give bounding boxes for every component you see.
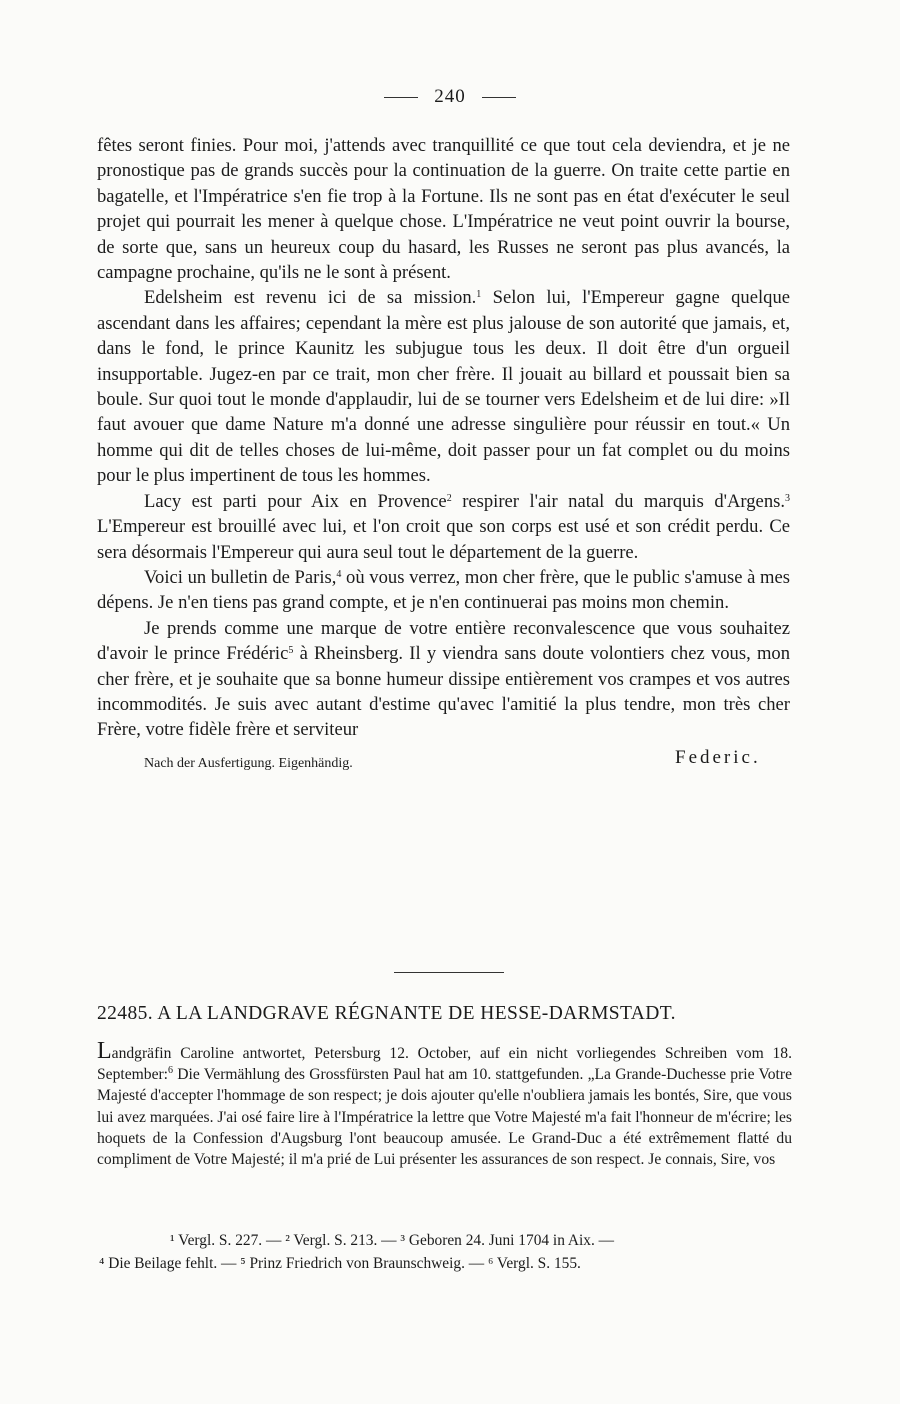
signature: Federic. [675, 746, 761, 768]
paragraph-4 [97, 565, 790, 616]
page-header [0, 86, 900, 108]
drop-cap: L [97, 1038, 112, 1064]
footnote-line-1: ¹ Vergl. S. 227. — ² Vergl. S. 213. — ³ Geboren 24. Juni 1704 in Aix. — [170, 1232, 615, 1249]
footnote-ref-5: 5 [288, 645, 294, 657]
paragraph-5-text-b: à Rheinsberg. Il y viendra sans doute volontiers chez vous, mon cher frère, et je souhaite que sa bonne humeur dissipe entièrement vos crampes et vos autres incommodités. Je suis avec autant d'estime qu'avec l'amitié la plus tendre, mon très cher Frère, votre fidèle frère et serviteur [97, 643, 790, 741]
paragraph-3-text-a: Lacy est parti pour Aix en Provence [144, 490, 447, 512]
letter-title: A LA LANDGRAVE RÉGNANTE DE HESSE-DARMSTADT. [157, 1003, 676, 1024]
footnotes [97, 1229, 790, 1275]
paragraph-1: fêtes seront finies. Pour moi, j'attends avec tranquillité ce que tout cela deviendra, et je ne pronostique pas de grands succès pour la continuation de la guerre. On traite cette partie en bagatelle, et l'Impératrice s'en fie trop à la Fortune. Ils ne sont pas en état d'exécuter le seul projet qui pourrait les mener à quelque chose. L'Impératrice ne veut point ouvrir la bourse, de sorte que, sans un heureux coup du hasard, les Russes ne seront pas plus avancés, la campagne prochaine, qu'ils ne le sont à présent. [97, 135, 790, 284]
section-heading [97, 1003, 797, 1025]
paragraph-3-text-b: respirer l'air natal du marquis d'Argens. [451, 490, 785, 512]
footnote-ref-4: 4 [336, 568, 342, 580]
paragraph-3 [97, 489, 790, 565]
footnote-ref-1: 1 [476, 289, 482, 301]
letter-summary-paragraph [97, 1038, 792, 1170]
paragraph-5-text-a: Je prends comme une marque de votre entière reconvalescence que vous souhaitez d'avoir le prince Frédéric [97, 617, 790, 665]
footnote-line-2: ⁴ Die Beilage fehlt. — ⁵ Prinz Friedrich von Braunschweig. — ⁶ Vergl. S. 155. [99, 1255, 581, 1272]
paragraph-2-text-a: Edelsheim est revenu ici de sa mission. [144, 287, 477, 309]
footnote-ref-3: 3 [785, 492, 790, 504]
letter-summary [97, 1038, 792, 1170]
source-note: Nach der Ausfertigung. Eigenhändig. [144, 755, 353, 771]
paragraph-4-text-b: où vous verrez, mon cher frère, que le public s'amuse à mes dépens. Je n'en tiens pas grand compte, et je n'en continuerai pas moins mon chemin. [97, 566, 790, 614]
header-dash-right [482, 97, 516, 98]
letter-summary-text-a: andgräfin Caroline antwortet, Petersburg 12. October, auf ein nicht vorliegendes Schreiben vom 18. September: [97, 1045, 792, 1084]
letter-body [97, 133, 790, 775]
page-number: 240 [434, 86, 466, 107]
signature-line [97, 745, 790, 775]
paragraph-2 [97, 285, 790, 488]
section-divider [394, 972, 504, 973]
footnote-ref-2: 2 [446, 492, 452, 504]
paragraph-3-text-c: L'Empereur est brouillé avec lui, et l'on croit que son corps est usé et son crédit perdu. Ce sera désormais l'Empereur qui aura seul tout le département de la guerre. [97, 516, 790, 563]
letter-summary-text-b: Die Vermählung des Grossfürsten Paul hat am 10. stattgefunden. „La Grande-Duchesse prie Votre Majesté d'accepter l'hommage de son respect; je dois ajouter qu'elle n'oubliera jamais les bontés, Sire, que vous lui avez marquées. J'ai osé faire lire à l'Impératrice la lettre que Votre Majesté m'a fait l'honneur de m'écrire; les hoquets de la Confession d'Augsburg l'ont beaucoup amusée. Le Grand-Duc a été extrêmement flatté du compliment de Votre Majesté; il m'a prié de Lui présenter les assurances de son respect. Je connais, Sire, vos [97, 1066, 792, 1169]
paragraph-2-text-b: Selon lui, l'Empereur gagne quelque ascendant dans les affaires; cependant la mère est plus jalouse de son autorité que jamais, et, dans le fond, le prince Kaunitz les subjugue tous les deux. Il doit être d'un orgueil insupportable. Jugez-en par ce trait, mon cher frère. Il jouait au billard et poussait bien sa boule. Sur quoi tout le monde d'applaudir, lui de se tourner vers Edelsheim et de lui dire: »Il faut avouer que dame Nature m'a donné une adresse singulière pour réussir en tout.« Un homme qui dit de telles choses de lui-même, doit passer pour un fat complet ou du moins pour le plus impertinent de tous les hommes. [97, 287, 790, 487]
paragraph-5 [97, 616, 790, 743]
header-dash-left [384, 97, 418, 98]
paragraph-4-text-a: Voici un bulletin de Paris, [144, 566, 337, 588]
footnote-ref-6: 6 [168, 1065, 174, 1077]
letter-number: 22485. [97, 1003, 154, 1024]
